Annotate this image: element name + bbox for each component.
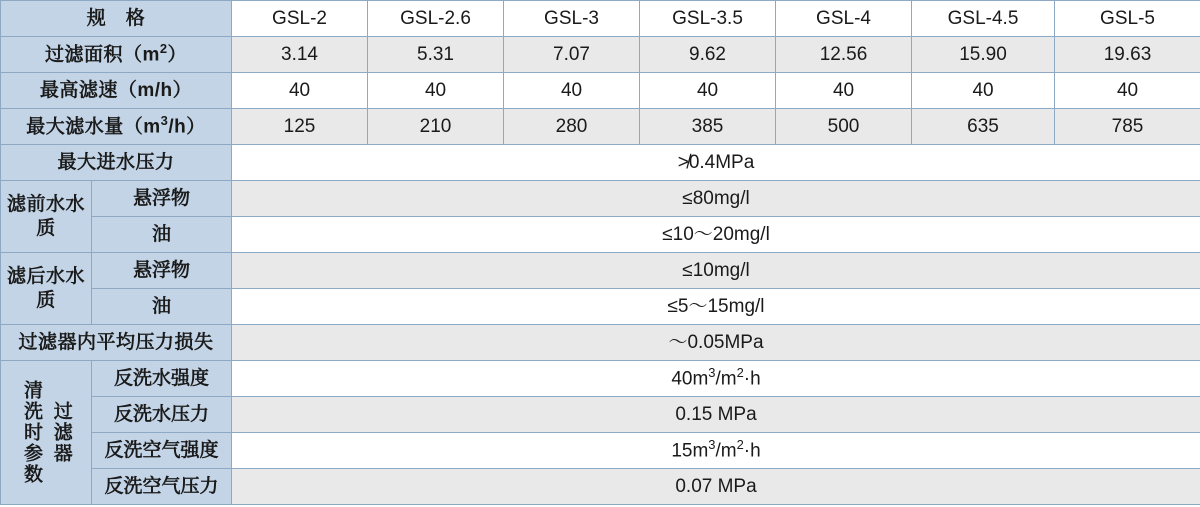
cell-max-flow-0: 125	[232, 109, 368, 145]
group-label-post-filter-quality: 滤后水水质	[1, 253, 92, 325]
value-main: 15m	[671, 440, 709, 462]
cell-max-velocity-5: 40	[912, 73, 1055, 109]
group-label-pre-filter-quality: 滤前水水质	[1, 181, 92, 253]
cell-post-oil-value: ≤5～15mg/l	[232, 289, 1200, 325]
header-spec-label: 规 格	[1, 1, 232, 37]
value-tail: ·h	[743, 368, 761, 390]
table-row	[1, 433, 1200, 469]
row-label-tail: ）	[167, 44, 188, 66]
row-label-max-inlet-pressure: 最大进水压力	[1, 145, 232, 181]
table-row	[1, 145, 1200, 181]
row-label-tail: /h）	[168, 116, 206, 138]
cell-filter-area-3: 9.62	[640, 37, 776, 73]
table-row	[1, 289, 1200, 325]
table-row	[1, 361, 1200, 397]
table-row	[1, 181, 1200, 217]
sub-label-pre-suspended: 悬浮物	[92, 181, 232, 217]
cell-backwash-air-pressure: 0.07 MPa	[232, 469, 1200, 505]
sub-label-post-oil: 油	[92, 289, 232, 325]
cell-pre-oil-value: ≤10～20mg/l	[232, 217, 1200, 253]
cell-max-inlet-pressure: ≯0.4MPa	[232, 145, 1200, 181]
table-row	[1, 469, 1200, 505]
cell-max-velocity-6: 40	[1055, 73, 1200, 109]
sub-label-pre-oil: 油	[92, 217, 232, 253]
header-model-1: GSL-2.6	[368, 1, 504, 37]
row-label-max-flow	[1, 109, 232, 145]
row-label-filter-area	[1, 37, 232, 73]
header-model-5: GSL-4.5	[912, 1, 1055, 37]
table-row	[1, 397, 1200, 433]
cell-post-suspended-value: ≤10mg/l	[232, 253, 1200, 289]
header-model-3: GSL-3.5	[640, 1, 776, 37]
superscript: 3	[708, 365, 716, 381]
wash-col-b-text: 过滤器	[50, 401, 72, 464]
row-label-text: 最大滤水量（m	[26, 116, 161, 138]
sub-label-backwash-water-pressure: 反洗水压力	[92, 397, 232, 433]
sub-label-backwash-air-intensity: 反洗空气强度	[92, 433, 232, 469]
group-label-wash-params	[1, 361, 92, 505]
cell-max-velocity-0: 40	[232, 73, 368, 109]
cell-max-flow-3: 385	[640, 109, 776, 145]
superscript: 2	[736, 437, 744, 453]
cell-max-velocity-1: 40	[368, 73, 504, 109]
cell-max-flow-6: 785	[1055, 109, 1200, 145]
wash-col-a-text: 清洗时参数	[21, 380, 42, 485]
table-row	[1, 37, 1200, 73]
cell-max-flow-4: 500	[776, 109, 912, 145]
sub-label-backwash-water-intensity: 反洗水强度	[92, 361, 232, 397]
cell-filter-area-0: 3.14	[232, 37, 368, 73]
sub-label-backwash-air-pressure: 反洗空气压力	[92, 469, 232, 505]
cell-pressure-loss-value: ～0.05MPa	[232, 325, 1200, 361]
cell-filter-area-6: 19.63	[1055, 37, 1200, 73]
superscript: 3	[708, 437, 716, 453]
table-row	[1, 109, 1200, 145]
cell-backwash-air-intensity	[232, 433, 1200, 469]
table-row	[1, 1, 1200, 37]
value-mid: /m	[715, 368, 737, 390]
row-label-max-velocity: 最高滤速（m/h）	[1, 73, 232, 109]
table-row	[1, 253, 1200, 289]
header-model-0: GSL-2	[232, 1, 368, 37]
superscript: 2	[159, 41, 168, 57]
cell-max-flow-2: 280	[504, 109, 640, 145]
cell-filter-area-2: 7.07	[504, 37, 640, 73]
value-mid: /m	[715, 440, 737, 462]
row-label-pressure-loss: 过滤器内平均压力损失	[1, 325, 232, 361]
header-model-6: GSL-5	[1055, 1, 1200, 37]
table-row	[1, 217, 1200, 253]
value-main: 40m	[671, 368, 709, 390]
cell-max-flow-5: 635	[912, 109, 1055, 145]
sub-label-post-suspended: 悬浮物	[92, 253, 232, 289]
cell-max-velocity-2: 40	[504, 73, 640, 109]
cell-backwash-water-intensity	[232, 361, 1200, 397]
cell-max-velocity-3: 40	[640, 73, 776, 109]
table-row	[1, 73, 1200, 109]
cell-pre-suspended-value: ≤80mg/l	[232, 181, 1200, 217]
cell-filter-area-1: 5.31	[368, 37, 504, 73]
row-label-text: 过滤面积（m	[44, 44, 160, 66]
cell-max-velocity-4: 40	[776, 73, 912, 109]
table-row	[1, 325, 1200, 361]
superscript: 2	[736, 365, 744, 381]
header-model-4: GSL-4	[776, 1, 912, 37]
value-tail: ·h	[743, 440, 761, 462]
cell-filter-area-5: 15.90	[912, 37, 1055, 73]
cell-backwash-water-pressure: 0.15 MPa	[232, 397, 1200, 433]
header-model-2: GSL-3	[504, 1, 640, 37]
cell-filter-area-4: 12.56	[776, 37, 912, 73]
cell-max-flow-1: 210	[368, 109, 504, 145]
superscript: 3	[160, 113, 169, 129]
